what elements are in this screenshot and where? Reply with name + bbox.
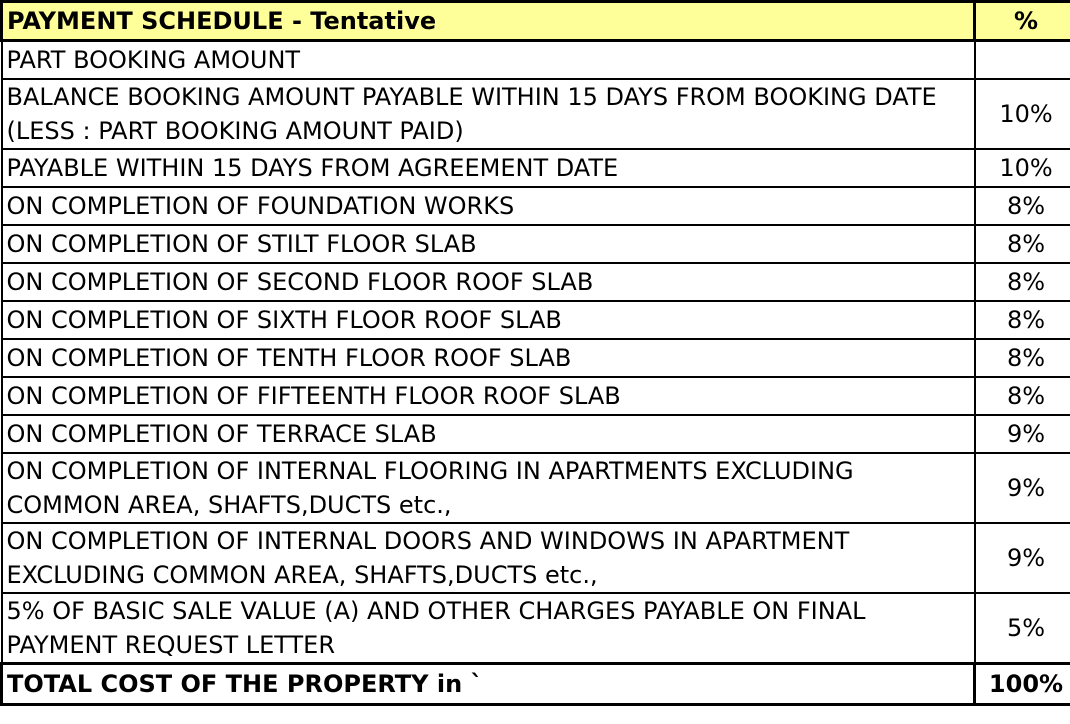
row-percent: 5% — [975, 593, 1070, 664]
table-header-row — [2, 2, 1070, 41]
row-description: PART BOOKING AMOUNT — [2, 41, 975, 80]
row-description: ON COMPLETION OF INTERNAL DOORS AND WINDOWS IN APARTMENT EXCLUDING COMMON AREA, SHAFTS,DUCTS etc., — [2, 523, 975, 593]
row-description: BALANCE BOOKING AMOUNT PAYABLE WITHIN 15 DAYS FROM BOOKING DATE (LESS : PART BOOKING AMOUNT PAID) — [2, 79, 975, 149]
row-percent: 8% — [975, 339, 1070, 377]
table-row — [2, 339, 1070, 377]
table-row — [2, 415, 1070, 453]
row-description: ON COMPLETION OF TENTH FLOOR ROOF SLAB — [2, 339, 975, 377]
row-percent: 8% — [975, 263, 1070, 301]
table-row — [2, 79, 1070, 149]
table-row — [2, 263, 1070, 301]
table-row — [2, 149, 1070, 187]
row-percent: 8% — [975, 301, 1070, 339]
table-row — [2, 523, 1070, 593]
table-row — [2, 301, 1070, 339]
table-row — [2, 41, 1070, 80]
row-percent: 8% — [975, 225, 1070, 263]
row-description: ON COMPLETION OF SECOND FLOOR ROOF SLAB — [2, 263, 975, 301]
row-percent: 8% — [975, 377, 1070, 415]
row-description: ON COMPLETION OF TERRACE SLAB — [2, 415, 975, 453]
total-description: TOTAL COST OF THE PROPERTY in ` — [2, 664, 975, 705]
row-percent: 9% — [975, 415, 1070, 453]
row-percent: 8% — [975, 187, 1070, 225]
row-description: ON COMPLETION OF SIXTH FLOOR ROOF SLAB — [2, 301, 975, 339]
row-description: ON COMPLETION OF FOUNDATION WORKS — [2, 187, 975, 225]
table-row — [2, 377, 1070, 415]
row-description: ON COMPLETION OF INTERNAL FLOORING IN APARTMENTS EXCLUDING COMMON AREA, SHAFTS,DUCTS etc., — [2, 453, 975, 523]
header-percent: % — [975, 2, 1070, 41]
row-percent: 10% — [975, 79, 1070, 149]
total-percent: 100% — [975, 664, 1070, 705]
table-row — [2, 187, 1070, 225]
table-row — [2, 593, 1070, 664]
row-percent: 10% — [975, 149, 1070, 187]
row-description: PAYABLE WITHIN 15 DAYS FROM AGREEMENT DATE — [2, 149, 975, 187]
total-row — [2, 664, 1070, 705]
row-description: 5% OF BASIC SALE VALUE (A) AND OTHER CHARGES PAYABLE ON FINAL PAYMENT REQUEST LETTER — [2, 593, 975, 664]
row-description: ON COMPLETION OF FIFTEENTH FLOOR ROOF SLAB — [2, 377, 975, 415]
row-percent: 9% — [975, 453, 1070, 523]
row-percent: 9% — [975, 523, 1070, 593]
row-percent — [975, 41, 1070, 80]
table-row — [2, 225, 1070, 263]
row-description: ON COMPLETION OF STILT FLOOR SLAB — [2, 225, 975, 263]
header-title: PAYMENT SCHEDULE - Tentative — [2, 2, 975, 41]
table-row — [2, 453, 1070, 523]
